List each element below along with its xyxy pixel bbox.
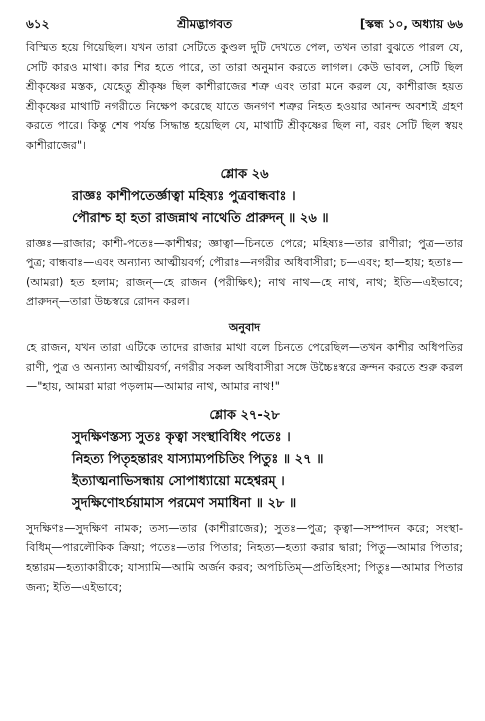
chapter-reference: [স্কন্ধ ১০, অধ্যায় ৬৬: [359, 17, 463, 31]
verse-26-synonyms: রাজ্ঞঃ—রাজার; কাশী-পতেঃ—কাশীশ্বর; জ্ঞাত্বা—চিনতে পেরে; মহিষ্যঃ—তার রাণীরা; পুত্র—তার পুত্র; বান্ধবাঃ—এবং অন্যান্য আত্মীয়বর্গ; পৌরাঃ—নগরীর অধিবাসীরা; চ—এবং; হা—হায়; হতাঃ—(আমরা) হত হলাম; রাজন্—হে রাজন (পরীক্ষিৎ); নাথ নাথ—হে নাথ, নাথ; ইতি—এইভাবে; প্রারুদন্—তারা উচ্চস্বরে রোদন করল।: [26, 236, 463, 309]
page-header: [26, 16, 463, 38]
verse-26-translation: হে রাজন, যখন তারা এটিকে তাদের রাজার মাথা বলে চিনতে পেরেছিল—তখন কাশীর অধিপতির রাণী, পুত্র ও অন্যান্য আত্মীয়বর্গ, নগরীর সকল অধিবাসীরা সঙ্গে উচ্চৈঃস্বরে ক্রন্দন করতে শুরু করল—"হায়, আমরা মারা পড়লাম—আমার নাথ, আমার নাথ!": [26, 340, 463, 394]
verse-27-28-line-4: সুদক্ষিণোঽর্চয়ামাস পরমেণ সমাধিনা ॥ ২৮ ॥: [72, 495, 297, 511]
intro-paragraph: বিস্মিত হয়ে গিয়েছিল। যখন তারা সেটিতে কুণ্ডল দুটি দেখতে পেল, তখন তারা বুঝতে পারল যে, সেটি কারও মাথা। কার শির হতে পারে, তা তারা অনুমান করতে লাগল। কেউ ভাবল, সেটি ছিল শ্রীকৃষ্ণের মস্তক, যেহেতু শ্রীকৃষ্ণ ছিল কাশীরাজের শত্রু এবং তারা মনে করল যে, কাশীরাজ হয়ত শ্রীকৃষ্ণের মাথাটি নগরীতে নিক্ষেপ করেছে যাতে জনগণ শত্রুর নিহত হওয়ার আনন্দ অবশ্যই গ্রহণ করতে পারে। কিন্তু শেষ পর্যন্ত সিদ্ধান্ত হয়েছিল যে, মাথাটি শ্রীকৃষ্ণের ছিল না, বরং সেটি ছিল স্বয়ং কাশীরাজের"।: [26, 41, 463, 152]
translation-label: অনুবাদ: [228, 320, 261, 334]
verse-27-28-line-3: ইত্যাত্মনাভিসন্ধায় সোপাধ্যায়ো মহেশ্বরম্ ।: [72, 473, 285, 489]
verse-27-28-line-1: সুদক্ষিণস্তস্য সুতঃ কৃত্বা সংস্থাবিধিং পতেঃ ।: [72, 429, 291, 445]
verse-26-line-1: রাজ্ঞঃ কাশীপতের্জ্ঞাত্বা মহিষ্যঃ পুত্রবান্ধবাঃ ।: [72, 188, 296, 204]
verse-27-28-synonyms: সুদক্ষিণঃ—সুদক্ষিণ নামক; তস্য—তার (কাশীরাজের); সুতঃ—পুত্র; কৃত্বা—সম্পাদন করে; সংস্থা-বিধিম্—পারলৌকিক ক্রিয়া; পতেঃ—তার পিতার; নিহত্য—হত্যা করার দ্বারা; পিতু—আমার পিতার; হন্তারম—হত্যাকারীকে; যাস্যামি—আমি অর্জন করব; অপচিতিম্—প্রতিহিংসা; পিতুঃ—আমার পিতার জন্য; ইতি—এইভাবে;: [26, 521, 463, 594]
verse-26-line-2: পৌরাশ্চ হা হতা রাজন্নাথ নাথেতি প্রারুদন্ ॥ ২৬ ॥: [72, 210, 329, 226]
page-number: ৬১২: [26, 17, 50, 31]
verse-26-label: শ্লোক ২৬: [220, 166, 269, 182]
verse-27-28-label: শ্লোক ২৭-২৮: [209, 407, 280, 423]
verse-27-28-line-2: নিহত্য পিতৃহন্তারং যাস্যাম্যপচিতিং পিতুঃ ॥ ২৭ ॥: [72, 451, 324, 467]
book-title: শ্রীমদ্ভাগবত: [177, 17, 233, 31]
